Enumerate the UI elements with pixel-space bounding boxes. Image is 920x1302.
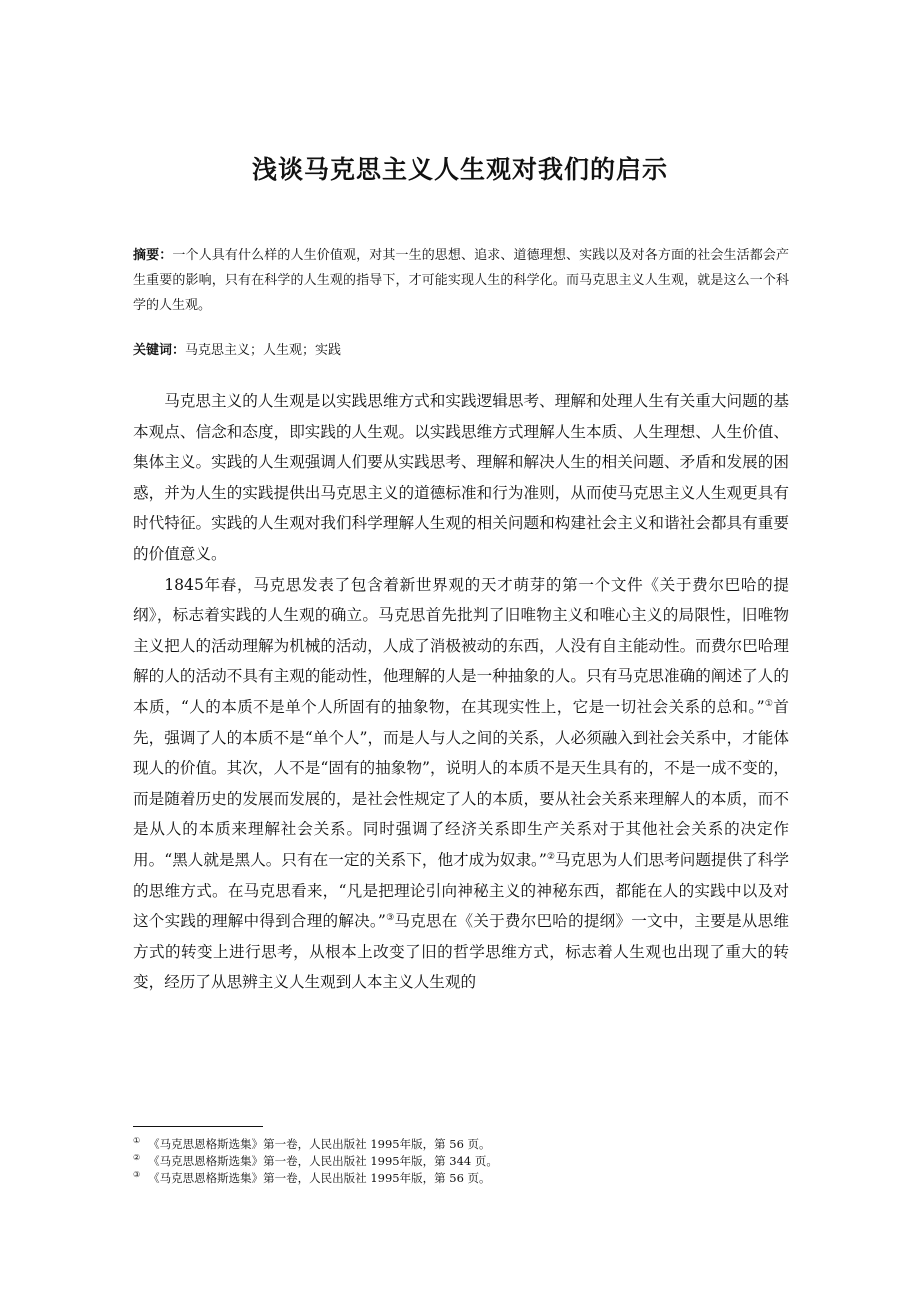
footnote-mark-3: ③: [133, 1170, 141, 1180]
paragraph-2-part-c: 马克思为人们思考问题提供了科学的思维方式。在马克思看来，“凡是把理论引向神秘主义的神秘东西，都能在人的实践中以及对这个实践的理解中得到合理的解决。”: [133, 850, 789, 931]
abstract: [133, 243, 789, 318]
footnote-ref-2: ②: [546, 851, 555, 862]
footnote-ref-3: ③: [385, 912, 395, 923]
paragraph-2-part-b: 首先，强调了人的本质不是“单个人”，而是人与人之间的关系，人必须融入到社会关系中，才能体现人的价值。其次，人不是“固有的抽象物”，说明人的本质不是天生具有的，不是一成不变的，而是随着历史的发展而发展的，是社会性规定了人的本质，要从社会关系来理解人的本质，而不是从人的本质来理解社会关系。同时强调了经济关系即生产关系对于其他社会关系的决定作用。“黑人就是黑人。只有在一定的关系下，他才成为奴隶。”: [133, 697, 789, 869]
keywords-label: 关键词：: [133, 343, 186, 358]
footnote-ref-1: ①: [764, 698, 774, 709]
paragraph-2-part-a: 1845年春，马克思发表了包含着新世界观的天才萌芽的第一个文件《关于费尔巴哈的提纲》，标志着实践的人生观的确立。马克思首先批判了旧唯物主义和唯心主义的局限性，旧唯物主义把人的活动理解为机械的活动，人成了消极被动的东西，人没有自主能动性。而费尔巴哈理解的人的活动不具有主观的能动性，他理解的人是一种抽象的人。只有马克思准确的阐述了人的本质，“人的本质不是单个人所固有的抽象物，在其现实性上，它是一切社会关系的总和。”: [133, 575, 789, 716]
paragraph-1: 马克思主义的人生观是以实践思维方式和实践逻辑思考、理解和处理人生有关重大问题的基本观点、信念和态度，即实践的人生观。以实践思维方式理解人生本质、人生理想、人生价值、集体主义。实践的人生观强调人们要从实践思考、理解和解决人生的相关问题、矛盾和发展的困惑，并为人生的实践提供出马克思主义的道德标准和行为准则，从而使马克思主义人生观更具有时代特征。实践的人生观对我们科学理解人生观的相关问题和构建社会主义和谐社会都具有重要的价值意义。: [133, 392, 789, 563]
abstract-label: 摘要：: [133, 248, 173, 263]
footnote-text-3: 《马克思恩格斯选集》第一卷，人民出版社 1995年版，第 56 页。: [148, 1171, 491, 1185]
footnote-text-2: 《马克思恩格斯选集》第一卷，人民出版社 1995年版，第 344 页。: [148, 1154, 498, 1168]
footnote-3: [133, 1170, 789, 1187]
footnote-1: [133, 1136, 789, 1153]
footnotes: [133, 1136, 789, 1187]
paragraph-2: [133, 570, 789, 998]
footnote-2: [133, 1153, 789, 1170]
footnote-mark-1: ①: [133, 1136, 141, 1146]
paragraph-2-part-d: 马克思在《关于费尔巴哈的提纲》一文中，主要是从思维方式的转变上进行思考，从根本上改变了旧的哲学思维方式，标志着人生观也出现了重大的转变，经历了从思辨主义人生观到人本主义人生观的: [133, 912, 789, 992]
footnote-divider: [133, 1126, 263, 1127]
abstract-text: 一个人具有什么样的人生价值观，对其一生的思想、追求、道德理想、实践以及对各方面的社会生活都会产生重要的影响，只有在科学的人生观的指导下，才可能实现人生的科学化。而马克思主义人生观，就是这么一个科学的人生观。: [133, 248, 789, 313]
footnote-mark-2: ②: [133, 1153, 141, 1163]
document-title: 浅谈马克思主义人生观对我们的启示: [251, 155, 668, 184]
body-text: [133, 386, 789, 998]
keywords-text: 马克思主义；人生观；实践: [185, 343, 342, 358]
keywords: [133, 338, 789, 363]
footnote-text-1: 《马克思恩格斯选集》第一卷，人民出版社 1995年版，第 56 页。: [148, 1137, 491, 1151]
